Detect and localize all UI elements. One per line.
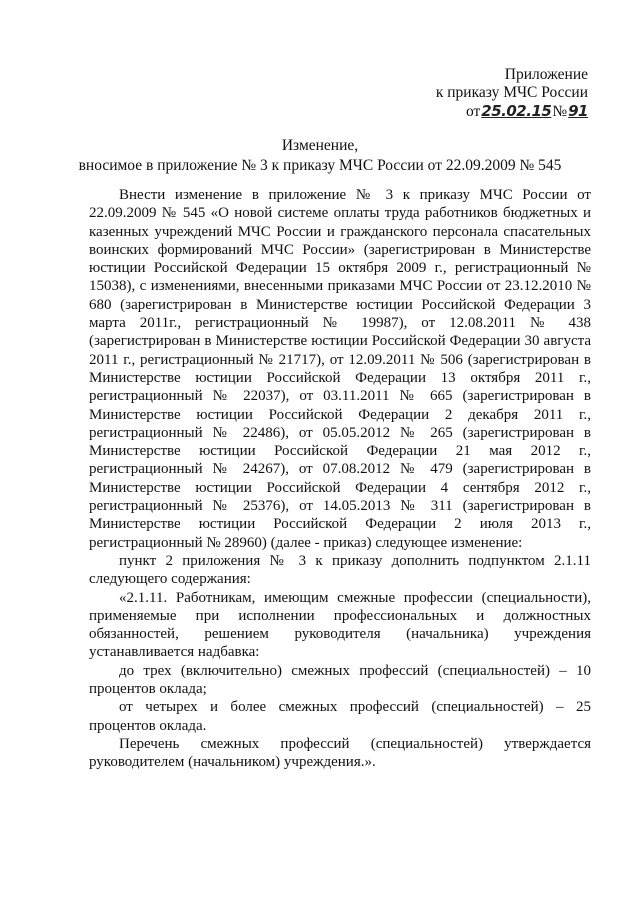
document-title: [0, 136, 640, 176]
order-reference: к приказу МЧС России: [435, 84, 588, 101]
body-paragraph: от четырех и более смежных профессий (специальностей) – 25 процентов оклада.: [89, 699, 591, 734]
body-paragraph: Внести изменение в приложение № 3 к приказу МЧС России от 22.09.2009 № 545 «О новой системе оплаты труда работников бюджетных и казенных учреждений МЧС России и гражданского персонала спасательных воинских формирований МЧС России» (зарегистрирован в Министерстве юстиции Российской Федерации 15 октября 2009 г., регистрационный № 15038), с изменениями, внесенными приказами МЧС России от 23.12.2010 № 680 (зарегистрирован в Министерстве юстиции Российской Федерации 3 марта 2011г., регистрационный № 19987), от 12.08.2011 № 438 (зарегистрирован в Министерстве юстиции Российской Федерации 30 августа 2011 г., регистрационный № 21717), от 12.09.2011 № 506 (зарегистрирован в Министерстве юстиции Российской Федерации 13 октября 2011 г., регистрационный № 22037), от 03.11.2011 № 665 (зарегистрирован в Министерстве юстиции Российской Федерации 2 декабря 2011 г., регистрационный № 22486), от 05.05.2012 № 265 (зарегистрирован в Министерстве юстиции Российской Федерации 21 мая 2012 г., регистрационный № 24267), от 07.08.2012 № 479 (зарегистрирован в Министерстве юстиции Российской Федерации 4 сентября 2012 г., регистрационный № 25376), от 14.05.2013 № 311 (зарегистрирован в Министерстве юстиции Российской Федерации 2 июля 2013 г., регистрационный № 28960) (далее - приказ) следующее изменение:: [89, 187, 591, 551]
handwritten-date: 25.02.15: [481, 102, 552, 120]
order-date-row: [388, 102, 588, 121]
title-line-2: вносимое в приложение № 3 к приказу МЧС России от 22.09.2009 № 545: [78, 157, 562, 174]
body-paragraph: Перечень смежных профессий (специальностей) утверждается руководителем (начальником) учреждения.».: [89, 735, 591, 771]
body-paragraph: до трех (включительно) смежных профессий (специальностей) – 10 процентов оклада;: [89, 662, 591, 698]
number-prefix: №: [552, 103, 568, 120]
handwritten-number: 91: [568, 102, 588, 120]
body-paragraph: «2.1.11. Работникам, имеющим смежные профессии (специальности), применяемые при исполнении профессиональных и должностных обязанностей, решением руководителя (начальника) учреждения устанавливается надбавка:: [89, 589, 591, 661]
appendix-header: [388, 66, 588, 121]
title-line-1: Изменение,: [281, 137, 359, 154]
body-paragraph: пункт 2 приложения № 3 к приказу дополнить подпунктом 2.1.11 следующего содержания:: [89, 552, 591, 588]
document-body: [89, 186, 591, 772]
appendix-label: Приложение: [504, 66, 588, 83]
date-prefix: от: [465, 103, 481, 120]
